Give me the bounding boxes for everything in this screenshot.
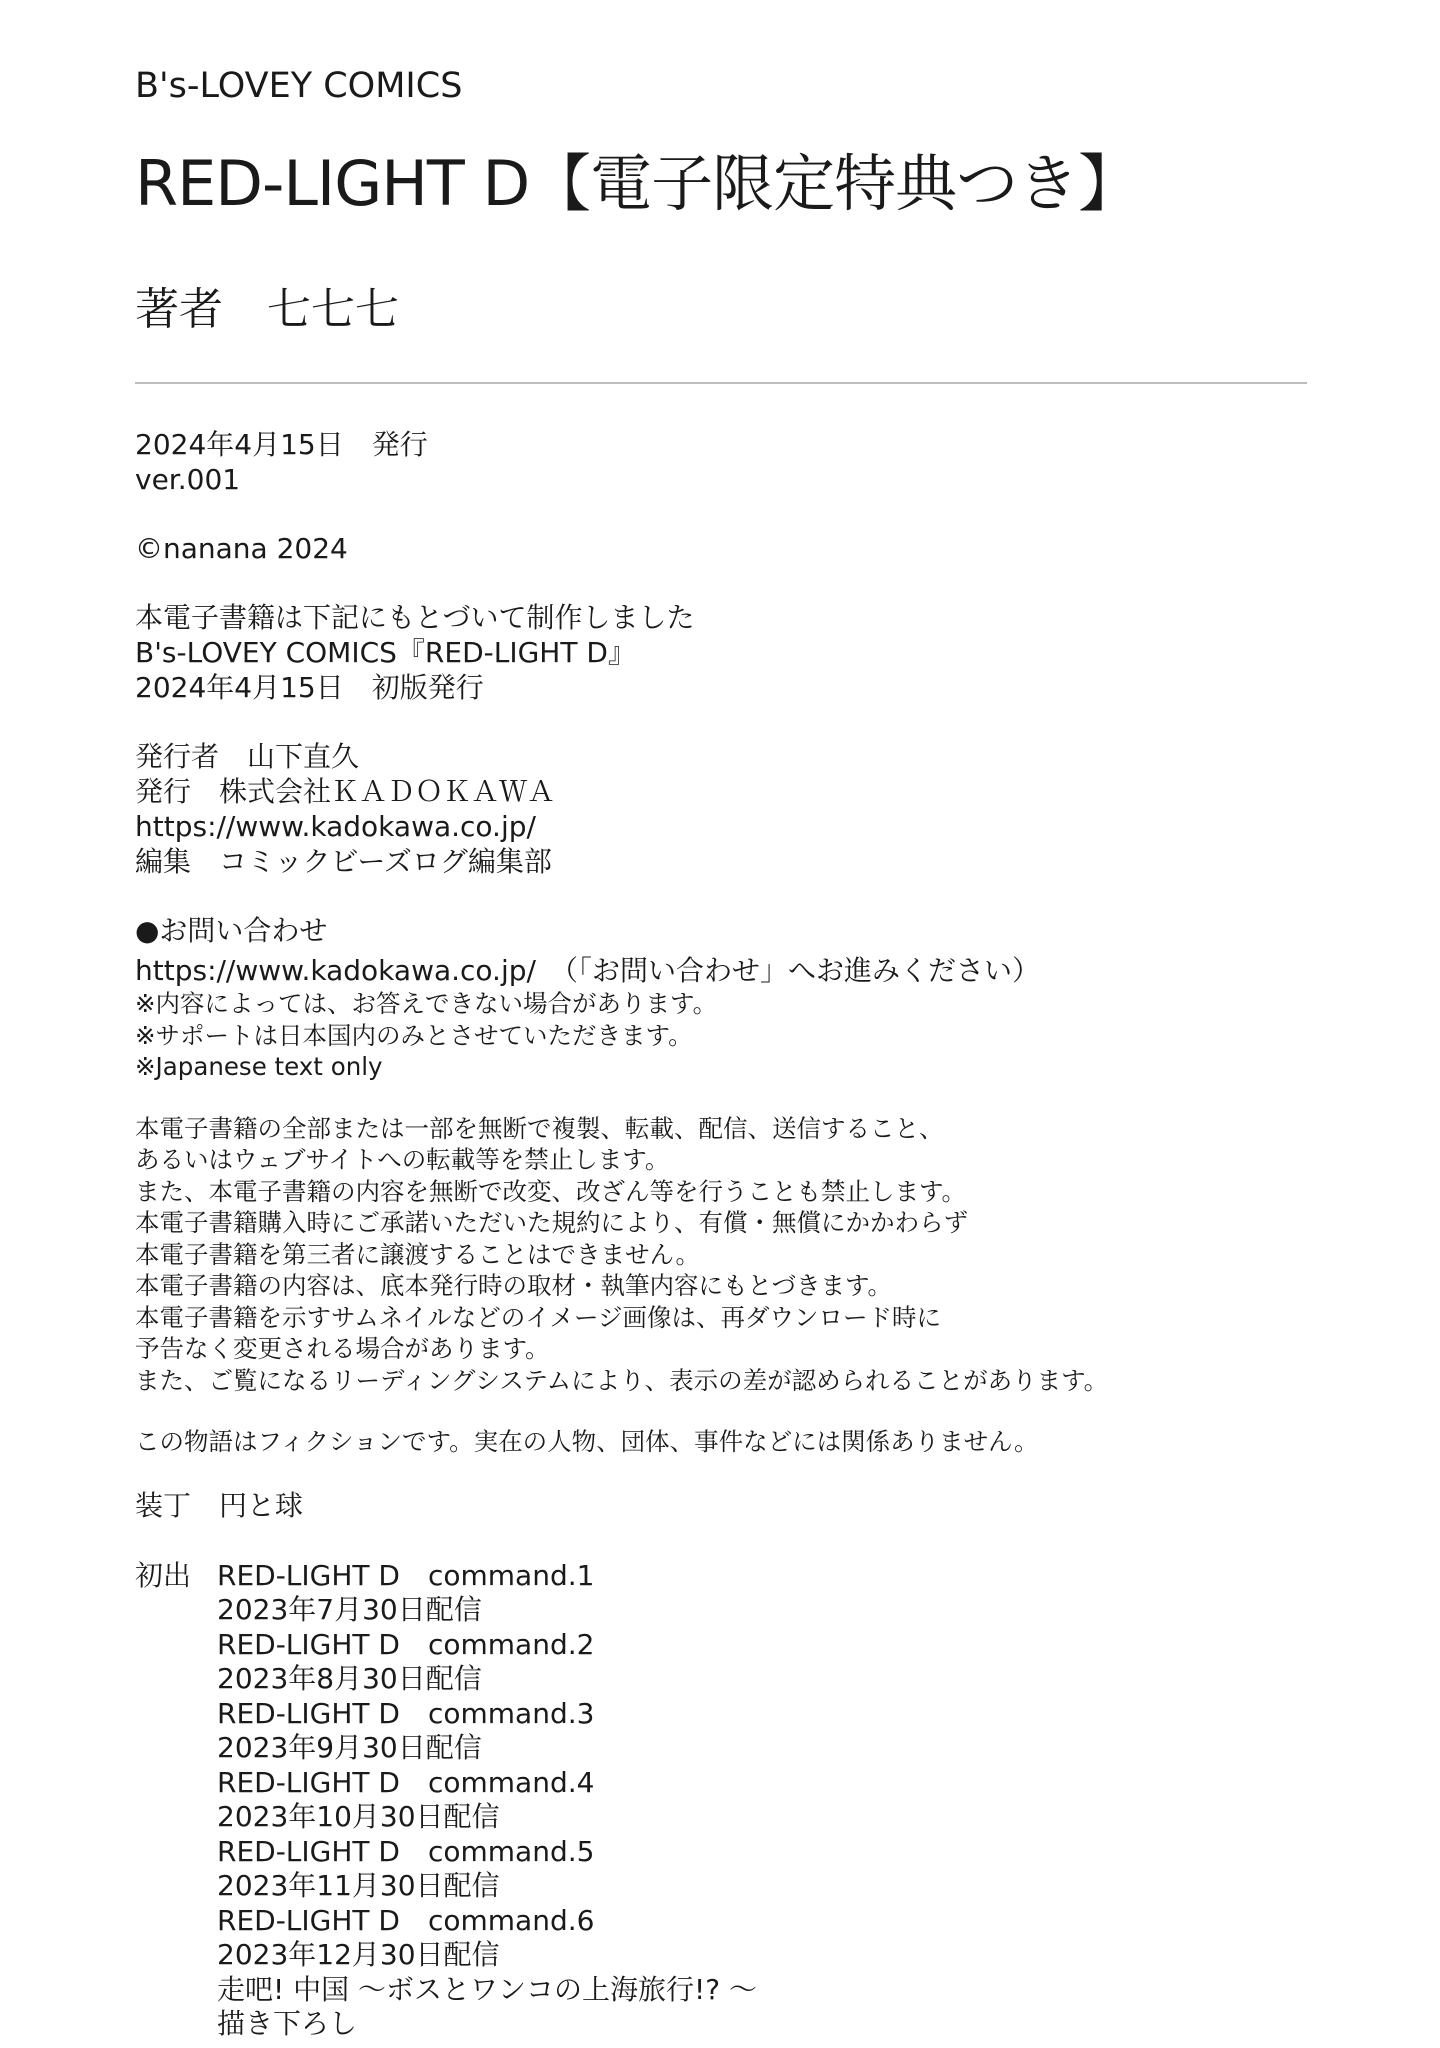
first-appearance-item: RED-LIGHT D command.5 xyxy=(217,1834,595,1868)
first-appearance-label: 初出 xyxy=(135,1558,192,1592)
first-appearance-item: 2023年9月30日配信 xyxy=(217,1731,482,1764)
version: ver.001 xyxy=(135,463,241,496)
source-line-2: B's-LOVEY COMICS『RED-LIGHT D』 xyxy=(135,636,636,669)
design-credit: 装丁 円と球 xyxy=(135,1488,304,1522)
legal-line: 本電子書籍の全部または一部を無断で複製、転載、配信、送信すること、 xyxy=(135,1113,944,1143)
legal-line: また、本電子書籍の内容を無断で改変、改ざん等を行うことも禁止します。 xyxy=(135,1176,967,1206)
legal-line: 予告なく変更される場合があります。 xyxy=(135,1334,550,1363)
legal-line: また、ご覧になるリーディングシステムにより、表示の差が認められることがあります。 xyxy=(135,1365,1109,1395)
legal-line: あるいはウェブサイトへの転載等を禁止します。 xyxy=(135,1145,670,1174)
legal-line: 本電子書籍を示すサムネイルなどのイメージ画像は、再ダウンロード時に xyxy=(135,1302,942,1332)
inquiry-note: ※サポートは日本国内のみとさせていただきます。 xyxy=(135,1020,693,1050)
first-appearance-item: RED-LIGHT D command.1 xyxy=(217,1558,595,1592)
inquiry-note: ※Japanese text only xyxy=(135,1052,383,1081)
first-appearance-item: 2023年7月30日配信 xyxy=(217,1593,482,1626)
copyright: ©nanana 2024 xyxy=(135,532,348,565)
first-appearance-item: 2023年10月30日配信 xyxy=(217,1800,500,1833)
source-line-3: 2024年4月15日 初版発行 xyxy=(135,671,484,704)
book-title: RED-LIGHT D【電子限定特典つき】 xyxy=(135,147,1140,220)
fiction-notice: この物語はフィクションです。実在の人物、団体、事件などには関係ありません。 xyxy=(135,1427,1039,1456)
first-appearance-item: RED-LIGHT D command.3 xyxy=(217,1696,595,1730)
first-appearance-item: 2023年8月30日配信 xyxy=(217,1662,482,1695)
inquiry-note: ※内容によっては、お答えできない場合があります。 xyxy=(135,989,718,1018)
inquiry-heading: ●お問い合わせ xyxy=(135,914,328,947)
author-line: 著者 七七七 xyxy=(135,284,399,335)
release-date: 2024年4月15日 発行 xyxy=(135,428,428,461)
legal-line: 本電子書籍を第三者に譲渡することはできません。 xyxy=(135,1239,700,1269)
legal-line: 本電子書籍購入時にご承諾いただいた規約により、有償・無償にかかわらず xyxy=(135,1208,968,1237)
first-appearance-item: 2023年12月30日配信 xyxy=(217,1938,500,1971)
first-appearance-items xyxy=(217,1559,757,2042)
imprint-label: B's-LOVEY COMICS xyxy=(135,66,463,106)
first-appearance xyxy=(135,1559,1335,2042)
publisher-company: 発行 株式会社ＫＡＤＯＫＡＷＡ xyxy=(135,775,556,808)
inquiry-url-line: https://www.kadokawa.co.jp/ （「お問い合わせ」へお進みください） xyxy=(135,954,1040,987)
source-line-1: 本電子書籍は下記にもとづいて制作しました xyxy=(135,601,695,634)
first-appearance-item: 描き下ろし xyxy=(217,2007,358,2040)
first-appearance-item: RED-LIGHT D command.2 xyxy=(217,1627,595,1661)
legal-line: 本電子書籍の内容は、底本発行時の取材・執筆内容にもとづきます。 xyxy=(135,1271,893,1300)
first-appearance-item: 2023年11月30日配信 xyxy=(217,1869,500,1902)
editor: 編集 コミックビーズログ編集部 xyxy=(135,845,552,878)
first-appearance-item: 走吧! 中国 ～ボスとワンコの上海旅行!? ～ xyxy=(217,1972,758,2006)
colophon-body xyxy=(135,427,1335,2042)
publisher-url: https://www.kadokawa.co.jp/ xyxy=(135,810,536,843)
issuer: 発行者 山下直久 xyxy=(135,740,360,773)
divider xyxy=(135,382,1307,384)
first-appearance-item: RED-LIGHT D command.6 xyxy=(217,1903,595,1937)
first-appearance-item: RED-LIGHT D command.4 xyxy=(217,1765,595,1799)
